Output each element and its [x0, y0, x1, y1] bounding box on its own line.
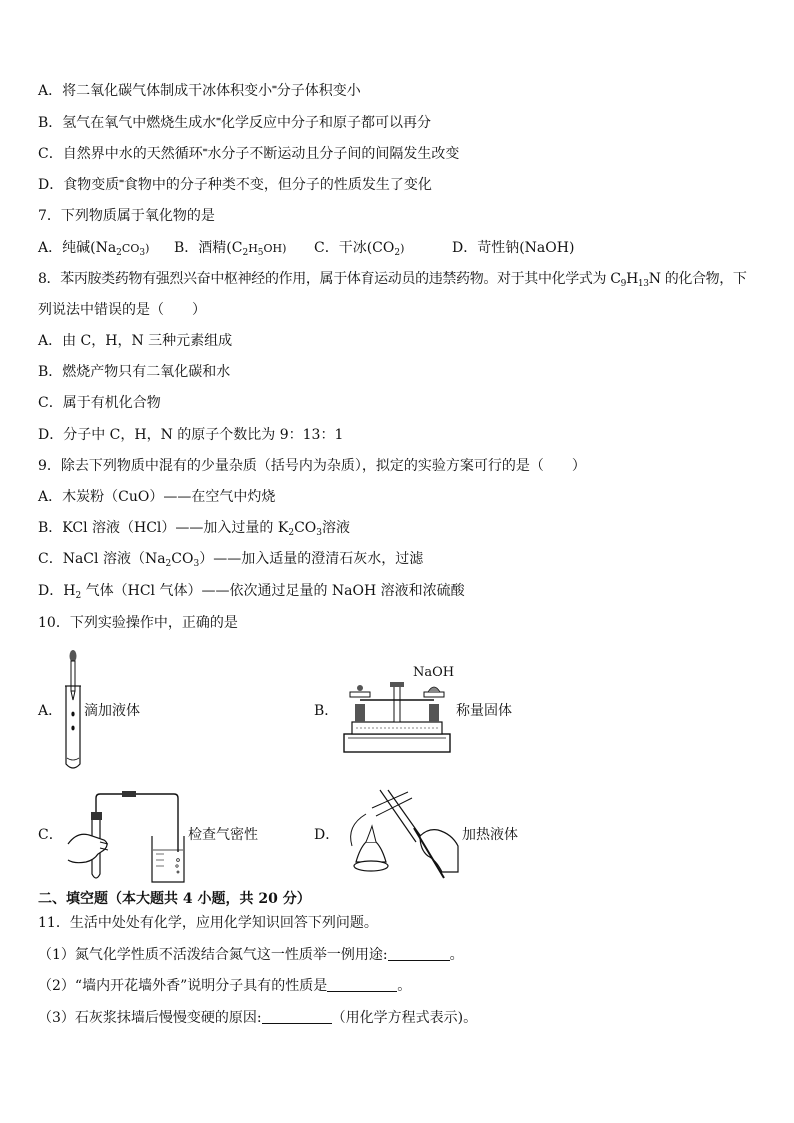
- q10-stem: 10．下列实验操作中，正确的是: [38, 615, 238, 631]
- q11-part1-text: （1）氮气化学性质不活泼结合氮气这一性质举一例用途:: [38, 947, 388, 963]
- q9-option-c: [38, 550, 423, 573]
- subscript: 2: [165, 559, 172, 569]
- q11-part2-end: 。: [397, 978, 412, 994]
- formula-part: ): [400, 242, 405, 255]
- q8-option-a: A．由 C，H，N 三种元素组成: [38, 333, 233, 349]
- answer-blank[interactable]: [327, 979, 397, 992]
- q7-option-d: D．苛性钠(NaOH): [452, 240, 575, 256]
- q7-option-b-text: B．酒精(C: [174, 240, 243, 256]
- q8-stem-line2: 列说法中错误的是（ ）: [38, 302, 206, 318]
- q10-option-a-letter: A．: [38, 703, 63, 719]
- formula-part: CO: [171, 551, 194, 567]
- q6-option-b: [38, 114, 431, 132]
- q6-option-c-explanation: 水分子不断运动且分子间的间隔发生改变: [207, 146, 460, 162]
- q10-option-a-label: 滴加液体: [84, 703, 140, 719]
- q9-option-a: A．木炭粉（CuO）——在空气中灼烧: [38, 489, 276, 505]
- naoh-label: NaOH: [413, 665, 455, 680]
- q11-part3-text: （3）石灰浆抹墙后慢慢变硬的原因:: [38, 1010, 262, 1026]
- q8-option-c: C．属于有机化合物: [38, 395, 161, 411]
- q11-part1: [38, 946, 464, 964]
- answer-blank[interactable]: [388, 948, 450, 961]
- formula-part: CO: [121, 242, 140, 255]
- q8-stem-text: 8．苯丙胺类药物有强烈兴奋中枢神经的作用，属于体育运动员的违禁药物。对于其中化学式为 C: [38, 271, 621, 287]
- q6-option-b-text: B．氢气在氧气中燃烧生成水: [38, 115, 217, 131]
- q7-option-c-text: C．干冰(CO: [314, 240, 395, 256]
- q8-option-d: D．分子中 C，H，N 的原子个数比为 9：13：1: [38, 427, 344, 443]
- q6-option-d-text: D．食物变质: [38, 177, 120, 193]
- subscript: 3: [316, 528, 322, 538]
- q6-option-d-explanation: 食物中的分子种类不变，但分子的性质发生了变化: [123, 177, 432, 193]
- q9-option-c-text-end: ）——加入适量的澄清石灰水，过滤: [199, 551, 424, 567]
- subscript: 2: [242, 248, 249, 258]
- q8-stem-line1: [38, 270, 747, 293]
- q7-option-a: [38, 239, 149, 262]
- q6-option-a-text: A．将二氧化碳气体制成干冰体积变小: [38, 83, 273, 99]
- q10-option-b-label: 称量固体: [456, 703, 512, 719]
- formula-part: H: [626, 271, 638, 287]
- q7-option-a-text: A．纯碱(Na: [38, 240, 117, 256]
- dash-mark: ˭: [272, 83, 277, 99]
- airtightness-figure: [64, 790, 188, 884]
- formula-part: H: [248, 242, 258, 255]
- q11-part2: [38, 977, 411, 995]
- q9-option-b-text: B．KCl 溶液（HCl）——加入过量的 K: [38, 520, 289, 536]
- subscript: 3: [139, 248, 146, 258]
- q9-stem: 9．除去下列物质中混有的少量杂质（括号内为杂质），拟定的实验方案可行的是（ ）: [38, 458, 586, 474]
- q11-stem: 11．生活中处处有化学，应用化学知识回答下列问题。: [38, 915, 378, 931]
- q9-option-d-text-end: 气体（HCl 气体）——依次通过足量的 NaOH 溶液和浓硫酸: [81, 583, 465, 599]
- subscript: 3: [193, 559, 200, 569]
- q6-option-c: [38, 145, 459, 163]
- q6-option-a-explanation: 分子体积变小: [276, 83, 361, 99]
- q8-option-b: B．燃烧产物只有二氧化碳和水: [38, 364, 231, 380]
- q11-part1-end: 。: [449, 947, 464, 963]
- subscript: 5: [257, 248, 264, 258]
- q9-option-c-text: C．NaCl 溶液（Na: [38, 551, 166, 567]
- formula-part: OH): [263, 242, 287, 255]
- q6-option-d: [38, 176, 432, 194]
- q6-option-b-explanation: 化学反应中分子和原子都可以再分: [220, 115, 431, 131]
- q7-stem: 7．下列物质属于氧化物的是: [38, 208, 215, 224]
- q7-option-c: [314, 239, 404, 262]
- section2-title: 二、填空题（本大题共 4 小题，共 20 分）: [38, 891, 311, 907]
- formula-part: ): [145, 242, 150, 255]
- q10-option-c-label: 检查气密性: [188, 827, 258, 843]
- q8-stem-text-end: N 的化合物，下: [648, 271, 747, 287]
- subscript: 2: [394, 248, 401, 258]
- balance-figure: [338, 678, 456, 756]
- dash-mark: ˭: [216, 115, 221, 131]
- subscript: 2: [116, 248, 122, 258]
- formula-part: CO: [294, 520, 317, 536]
- q9-option-d-text: D．H: [38, 583, 76, 599]
- q10-option-d-letter: D．: [314, 827, 340, 843]
- q10-option-b-letter: B．: [314, 703, 339, 719]
- q7-option-b: [174, 239, 286, 262]
- subscript: 2: [288, 528, 295, 538]
- q6-option-a: [38, 82, 361, 100]
- heating-liquid-figure: [336, 786, 460, 882]
- q9-option-d: [38, 582, 465, 605]
- q11-part3: [38, 1009, 477, 1027]
- subscript: 9: [620, 279, 627, 289]
- dash-mark: ˭: [119, 177, 124, 193]
- q10-option-d-label: 加热液体: [462, 827, 518, 843]
- q6-option-c-text: C．自然界中水的天然循环: [38, 146, 203, 162]
- q9-option-b: [38, 519, 350, 542]
- q10-option-c-letter: C．: [38, 827, 63, 843]
- dash-mark: ˭: [202, 146, 208, 162]
- answer-blank[interactable]: [262, 1011, 332, 1024]
- q11-part3-end: （用化学方程式表示)。: [331, 1010, 478, 1026]
- q11-part2-text: （2）“墙内开花墙外香”说明分子具有的性质是: [38, 978, 328, 994]
- subscript: 2: [75, 591, 82, 601]
- formula-part: 溶液: [322, 520, 350, 536]
- subscript: 13: [637, 279, 649, 289]
